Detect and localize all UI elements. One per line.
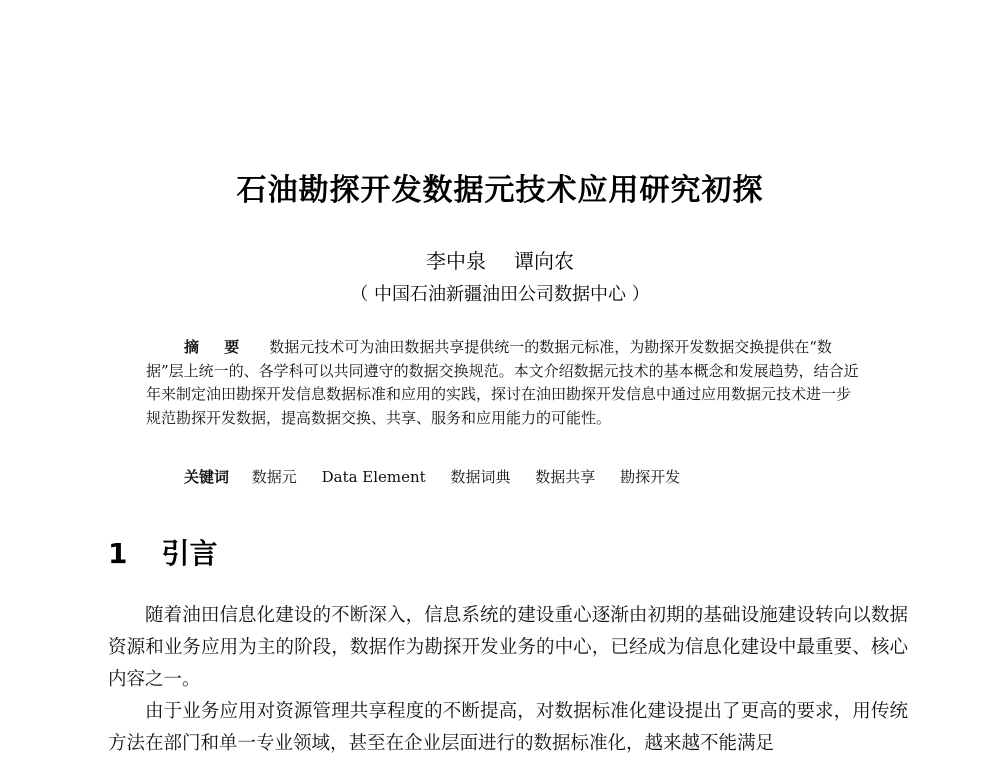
author-list [0,245,1000,274]
keyword: 数据词典 [450,468,511,486]
author-name: 谭向农 [514,249,574,273]
author-name: 李中泉 [426,249,486,273]
keyword: Data Element [321,468,426,486]
section-title: 引言 [161,537,218,570]
abstract-text: 数据元技术可为油田数据共享提供统一的数据元标准，为勘探开发数据交换提供在“数据”层上统一的、各学科可以共同遵守的数据交换规范。本文介绍数据元技术的基本概念和发展趋势，结合近年来制定油田勘探开发信息数据标准和应用的实践，探讨在油田勘探开发信息中通过应用数据元技术进一步规范勘探开发数据，提高数据交换、共享、服务和应用能力的可能性。 [146,338,859,427]
paragraph: 随着油田信息化建设的不断深入，信息系统的建设重心逐渐由初期的基础设施建设转向以数据资源和业务应用为主的阶段，数据作为勘探开发业务的中心，已经成为信息化建设中最重要、核心内容之一。 [108,605,908,690]
section-body [108,600,908,760]
keywords [184,466,700,487]
section-number: 1 [108,537,128,570]
keyword: 勘探开发 [620,468,681,486]
keywords-label: 关键词 [184,468,230,486]
paragraph: 由于业务应用对资源管理共享程度的不断提高，对数据标准化建设提出了更高的要求，用传统方法在部门和单一专业领域，甚至在企业层面进行的数据标准化，越来越不能满足 [108,701,908,754]
keyword: 数据共享 [535,468,596,486]
abstract-label: 摘 要 [184,338,250,356]
abstract [146,336,864,430]
paper-title: 石油勘探开发数据元技术应用研究初探 [236,173,764,208]
section-heading [108,532,218,572]
keyword: 数据元 [251,468,297,486]
affiliation: （ 中国石油新疆油田公司数据中心 ） [350,284,650,305]
